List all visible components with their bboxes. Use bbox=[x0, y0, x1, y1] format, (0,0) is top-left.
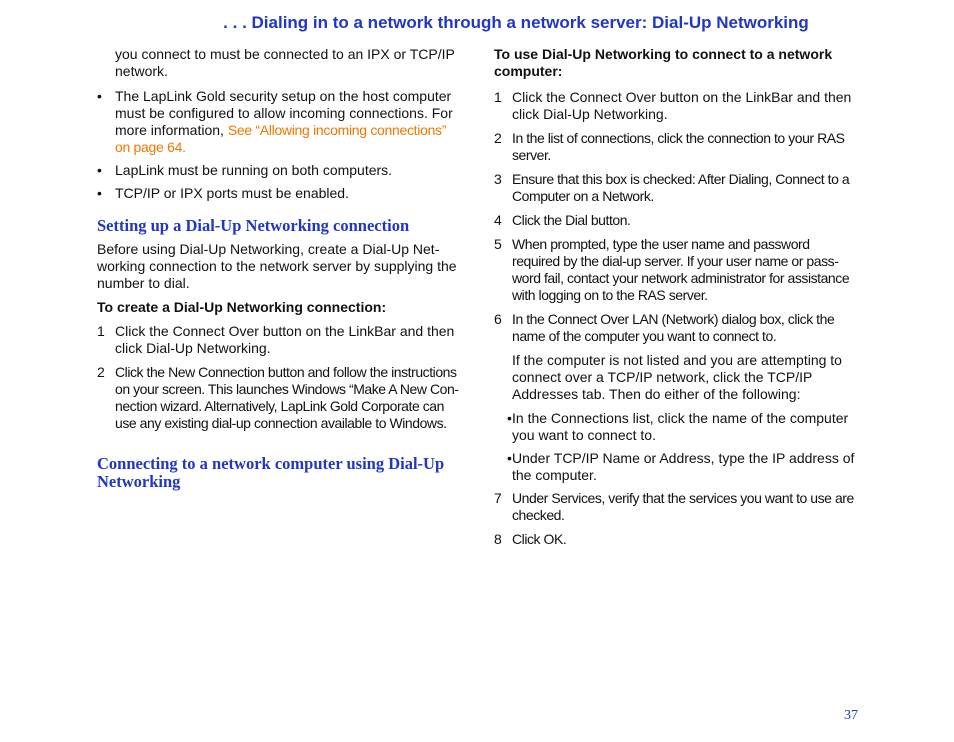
section-intro: Before using Dial-Up Networking, create a Dial-Up Net-working connection to the network server by supplying the number to dial. bbox=[97, 241, 457, 291]
sub-bullet-item bbox=[494, 410, 859, 444]
step-number: 5 bbox=[494, 236, 502, 252]
bullet-item bbox=[97, 162, 463, 179]
step-number: 6 bbox=[494, 311, 502, 327]
bullet-item bbox=[97, 88, 463, 156]
step-text: Click the Connect Over button on the LinkBar and then click Dial-Up Networking. bbox=[512, 89, 852, 122]
sub-bullet-text: Under TCP/IP Name or Address, type the IP address of the computer. bbox=[512, 450, 855, 483]
step-text: Click the New Connection button and follow the instructions on your screen. This launches Windows “Make A New Con-nection wizard. Alternatively, LapLink Gold Corporate can use any existing dial-up connection available to Windows. bbox=[115, 364, 459, 431]
procedure-title: To create a Dial-Up Networking connection: bbox=[97, 299, 387, 315]
procedure-step bbox=[494, 311, 859, 345]
procedure-step bbox=[494, 531, 859, 548]
procedure-step bbox=[494, 171, 859, 205]
section-heading: Setting up a Dial-Up Networking connection bbox=[97, 216, 410, 235]
procedure-step bbox=[97, 323, 463, 357]
bullet-item bbox=[97, 185, 463, 202]
step-text: Under Services, verify that the services you want to use are checked. bbox=[512, 490, 854, 523]
procedure-step bbox=[494, 490, 859, 524]
step-number: 2 bbox=[494, 130, 502, 146]
step-text: Click the Dial button. bbox=[512, 212, 631, 228]
procedure-step bbox=[494, 236, 859, 304]
sub-bullet-text: In the Connections list, click the name of the computer you want to connect to. bbox=[512, 410, 849, 443]
step-number: 7 bbox=[494, 490, 502, 506]
procedure-step bbox=[97, 364, 463, 432]
procedure-step bbox=[494, 130, 859, 164]
continuation-text: you connect to must be connected to an IPX or TCP/IP network. bbox=[115, 46, 455, 79]
step-number: 4 bbox=[494, 212, 502, 228]
section-heading: Connecting to a network computer using Dial-Up Networking bbox=[97, 454, 445, 491]
right-column bbox=[494, 46, 859, 555]
page-number: 37 bbox=[844, 708, 858, 723]
bullet-marker: • bbox=[97, 185, 102, 201]
step-text: Click OK. bbox=[512, 531, 567, 547]
left-column bbox=[97, 46, 463, 497]
sub-bullet-item bbox=[494, 450, 859, 484]
step-text: Ensure that this box is checked: After Dialing, Connect to a Computer on a Network. bbox=[512, 171, 850, 204]
procedure-step bbox=[494, 212, 859, 229]
step-text: When prompted, type the user name and password required by the dial-up server. If your user name or pass-word fail, contact your network administrator for assistance with logging on to the RAS server. bbox=[512, 236, 850, 303]
page-title: . . . Dialing in to a network through a network server: Dial-Up Networking bbox=[223, 13, 809, 32]
procedure-step bbox=[494, 89, 859, 123]
step-text: In the list of connections, click the connection to your RAS server. bbox=[512, 130, 845, 163]
bullet-text: The LapLink Gold security setup on the host computer must be configured to allow incoming connections. For more information, bbox=[115, 88, 453, 138]
step-number: 3 bbox=[494, 171, 502, 187]
step-number: 2 bbox=[97, 364, 105, 380]
bullet-text: TCP/IP or IPX ports must be enabled. bbox=[115, 185, 349, 201]
bullet-text: LapLink must be running on both computers. bbox=[115, 162, 393, 178]
bullet-marker: • bbox=[507, 450, 512, 466]
bullet-marker: • bbox=[507, 410, 512, 426]
step-note: If the computer is not listed and you are attempting to connect over a TCP/IP network, click the TCP/IP Addresses tab. Then do either of the following: bbox=[512, 352, 842, 402]
bullet-marker: • bbox=[97, 162, 102, 178]
step-text: Click the Connect Over button on the LinkBar and then click Dial-Up Networking. bbox=[115, 323, 455, 356]
step-text: In the Connect Over LAN (Network) dialog box, click the name of the computer you want to connect to. bbox=[512, 311, 835, 344]
step-number: 8 bbox=[494, 531, 502, 547]
step-number: 1 bbox=[494, 89, 502, 105]
step-number: 1 bbox=[97, 323, 105, 339]
cross-reference-link[interactable]: See “Allowing incoming connections” on page 64. bbox=[115, 122, 447, 155]
procedure-title: To use Dial-Up Networking to connect to a network computer: bbox=[494, 46, 833, 79]
bullet-marker: • bbox=[97, 88, 102, 104]
